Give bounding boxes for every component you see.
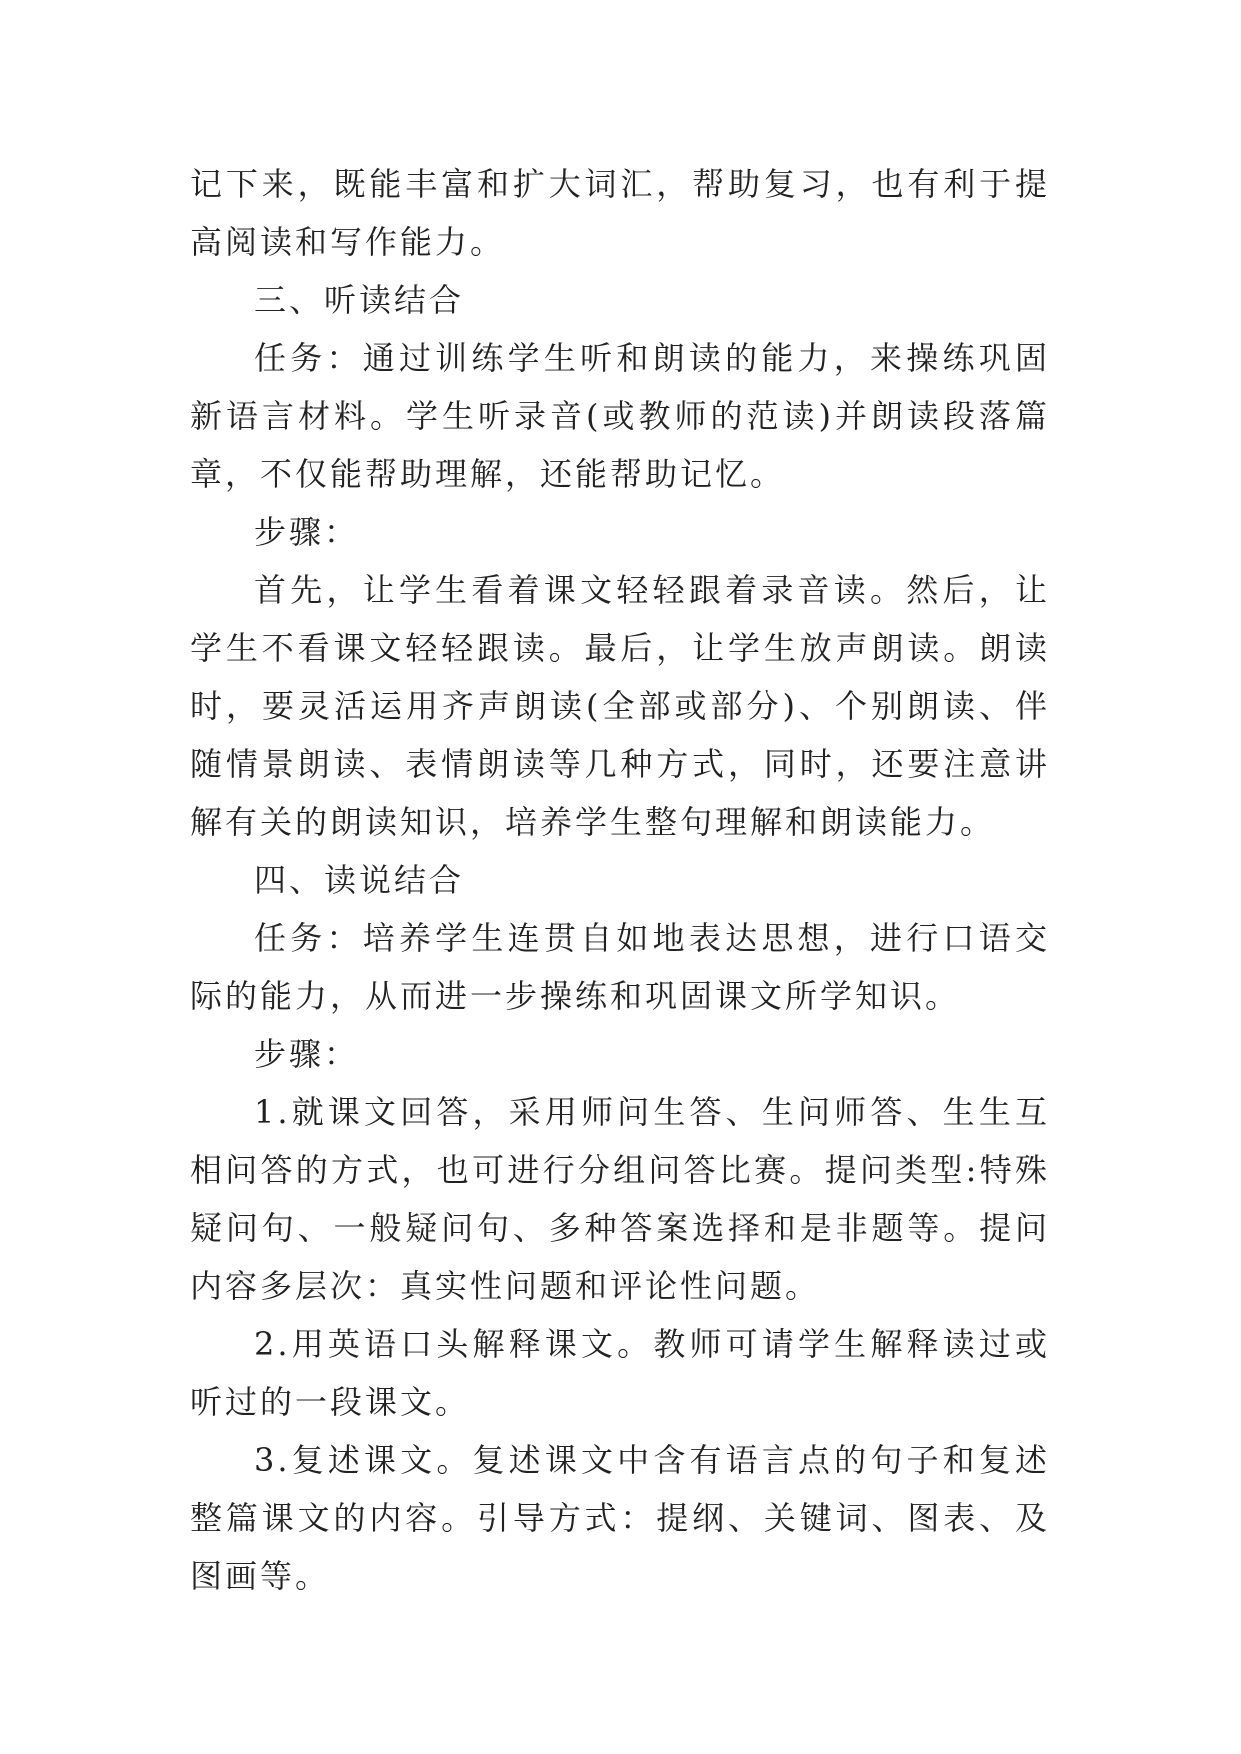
paragraph-step-1: 1.就课文回答，采用师问生答、生问师答、生生互相问答的方式，也可进行分组问答比赛。提问类型:特殊疑问句、一般疑问句、多种答案选择和是非题等。提问内容多层次：真实性问题和评论性问题。 bbox=[190, 1093, 1050, 1305]
paragraph-steps-label: 步骤： bbox=[254, 513, 360, 551]
section-heading-read-speak: 四、读说结合 bbox=[254, 861, 465, 899]
paragraph-step-3: 3.复述课文。复述课文中含有语言点的句子和复述整篇课文的内容。引导方式：提纲、关键词、图表、及图画等。 bbox=[190, 1441, 1050, 1595]
paragraph-steps-label: 步骤： bbox=[254, 1035, 360, 1073]
document-body bbox=[190, 155, 1050, 1605]
paragraph-steps-listen-read: 首先，让学生看着课文轻轻跟着录音读。然后，让学生不看课文轻轻跟读。最后，让学生放声朗读。朗读时，要灵活运用齐声朗读(全部或部分)、个别朗读、伴随情景朗读、表情朗读等几种方式，同时，还要注意讲解有关的朗读知识，培养学生整句理解和朗读能力。 bbox=[190, 571, 1050, 841]
paragraph-step-2: 2.用英语口头解释课文。教师可请学生解释读过或听过的一段课文。 bbox=[190, 1325, 1050, 1421]
paragraph-task-listen-read: 任务：通过训练学生听和朗读的能力，来操练巩固新语言材料。学生听录音(或教师的范读)并朗读段落篇章，不仅能帮助理解，还能帮助记忆。 bbox=[190, 339, 1050, 493]
section-heading-listen-read: 三、听读结合 bbox=[254, 281, 465, 319]
paragraph-continuation: 记下来，既能丰富和扩大词汇，帮助复习，也有利于提高阅读和写作能力。 bbox=[190, 165, 1050, 261]
paragraph-task-read-speak: 任务：培养学生连贯自如地表达思想，进行口语交际的能力，从而进一步操练和巩固课文所学知识。 bbox=[190, 919, 1050, 1015]
